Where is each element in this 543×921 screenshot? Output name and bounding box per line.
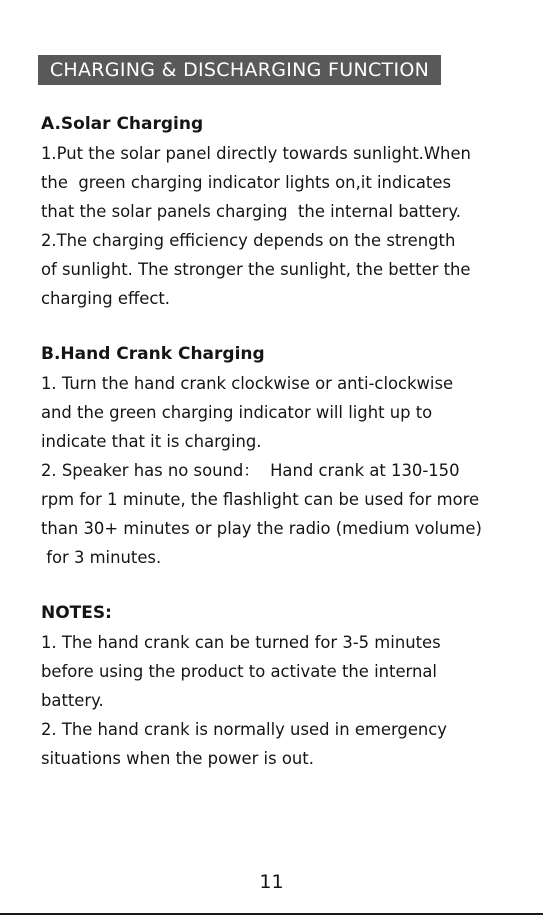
crank-text-line: indicate that it is charging. (41, 432, 262, 451)
section-header-title: CHARGING & DISCHARGING FUNCTION (49, 59, 430, 81)
notes-text-line: situations when the power is out. (41, 749, 314, 768)
solar-charging-section (41, 110, 511, 313)
solar-text-line: charging effect. (41, 289, 170, 308)
crank-text-line: and the green charging indicator will light up to (41, 403, 433, 422)
crank-text-line: than 30+ minutes or play the radio (medium volume) (41, 519, 482, 538)
hand-crank-charging-heading: B.Hand Crank Charging (41, 344, 265, 364)
crank-text-line: for 3 minutes. (41, 548, 162, 567)
solar-charging-heading: A.Solar Charging (41, 114, 204, 134)
solar-text-line: the green charging indicator lights on,it indicates (41, 173, 451, 192)
bottom-divider (0, 913, 543, 915)
solar-text-line: of sunlight. The stronger the sunlight, the better the (41, 260, 471, 279)
solar-text-line: that the solar panels charging the internal battery. (41, 202, 461, 221)
notes-text-line: battery. (41, 691, 104, 710)
notes-section (41, 599, 511, 773)
page-number: 11 (259, 871, 284, 893)
section-header-banner (38, 55, 441, 85)
crank-text-line: rpm for 1 minute, the flashlight can be used for more (41, 490, 480, 509)
notes-text-line: before using the product to activate the internal (41, 662, 437, 681)
notes-text-line: 1. The hand crank can be turned for 3-5 minutes (41, 633, 441, 652)
page-content (41, 110, 511, 773)
hand-crank-charging-section (41, 340, 511, 572)
notes-heading: NOTES: (41, 603, 112, 623)
crank-text-line: 2. Speaker has no sound： Hand crank at 130-150 (41, 461, 460, 480)
crank-text-line: 1. Turn the hand crank clockwise or anti-clockwise (41, 374, 454, 393)
solar-text-line: 2.The charging efficiency depends on the strength (41, 231, 456, 250)
notes-text-line: 2. The hand crank is normally used in emergency (41, 720, 448, 739)
solar-text-line: 1.Put the solar panel directly towards sunlight.When (41, 144, 471, 163)
